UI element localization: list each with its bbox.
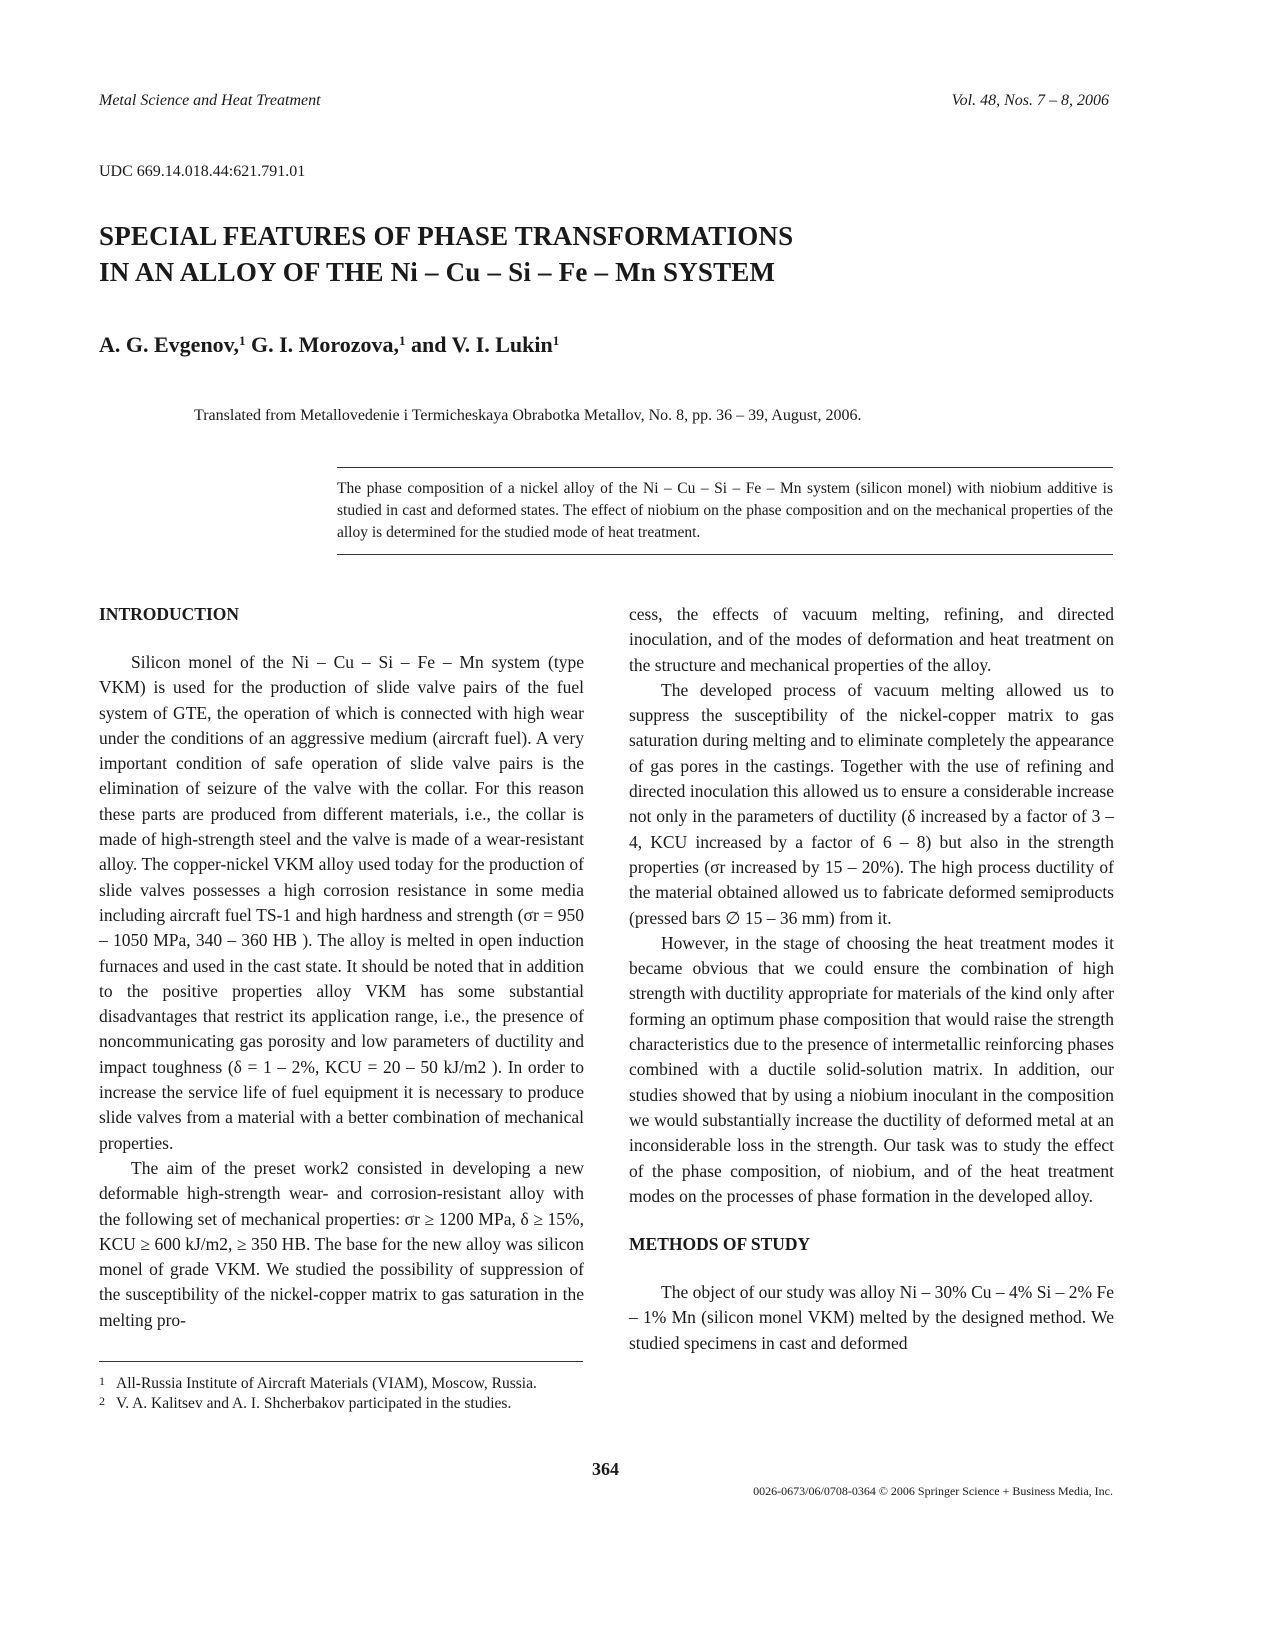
udc-code: UDC 669.14.018.44:621.791.01 xyxy=(99,163,306,180)
volume-info: Vol. 48, Nos. 7 – 8, 2006 xyxy=(951,92,1109,109)
body-paragraph: The developed process of vacuum melting allowed us to suppress the susceptibility of the nickel-copper matrix to gas saturation during melting and to eliminate completely the appearance of gas pores in the castings. Together with the use of refining and directed inoculation this allowed us to ensure a considerable increase not only in the parameters of ductility (δ increased by a factor of 3 – 4, KCU increased by a factor of 6 – 8) but also in the strength properties (σr increased by 15 – 20%). The high process ductility of the material obtained allowed us to fabricate deformed semiproducts (pressed bars ∅ 15 – 36 mm) from it. xyxy=(629,679,1114,928)
introduction-heading: INTRODUCTION xyxy=(99,604,240,624)
footnote-item xyxy=(99,1374,583,1394)
footnote-divider xyxy=(99,1361,583,1362)
author-name: and V. I. Lukin xyxy=(411,332,553,357)
abstract: The phase composition of a nickel alloy of the Ni – Cu – Si – Fe – Mn system (silicon monel) with niobium additive is studied in cast and deformed states. The effect of niobium on the phase composition and on the mechanical properties of the alloy is determined for the studied mode of heat treatment. xyxy=(337,467,1113,555)
page-number: 364 xyxy=(592,1459,619,1479)
footnote-text: V. A. Kalitsev and A. I. Shcherbakov participated in the studies. xyxy=(116,1395,512,1412)
methods-paragraph: The object of our study was alloy Ni – 30% Cu – 4% Si – 2% Fe – 1% Mn (silicon monel VKM) melted by the designed method. We studied specimens in cast and deformed xyxy=(629,1282,1115,1353)
paper-title xyxy=(99,218,793,290)
left-column xyxy=(99,602,584,1333)
body-paragraph-continued: cess, the effects of vacuum melting, refining, and directed inoculation, and of the modes of deformation and heat treatment on the structure and mechanical properties of the alloy. xyxy=(629,604,1114,675)
author-name: G. I. Morozova, xyxy=(250,332,400,357)
journal-name: Metal Science and Heat Treatment xyxy=(99,92,321,109)
author-affiliation-mark: 1 xyxy=(552,333,560,348)
intro-paragraph-1: Silicon monel of the Ni – Cu – Si – Fe – Mn system (type VKM) is used for the production of slide valve pairs of the fuel system of GTE, the operation of which is connected with high wear under the conditions of an aggressive medium (aircraft fuel). A very important condition of safe operation of slide valve pairs is the elimination of seizure of the valve with the collar. For this reason these parts are produced from different materials, i.e., the collar is made of high-strength steel and the valve is made of a wear-resistant alloy. The copper-nickel VKM alloy used today for the production of slide valves possesses a high corrosion resistance in some media including aircraft fuel TS-1 and high hardness and strength (σr = 950 – 1050 MPa, 340 – 360 HB ). The alloy is melted in open induction furnaces and used in the cast state. It should be noted that in addition to the positive properties alloy VKM has some substantial disadvantages that restrict its application range, i.e., the presence of noncommunicating gas porosity and low parameters of ductility and impact toughness (δ = 1 – 2%, KCU = 20 – 50 kJ/m2 ). In order to increase the service life of fuel equipment it is necessary to produce slide valves from a material with a better combination of mechanical properties. xyxy=(99,652,584,1153)
copyright-line: 0026-0673/06/0708-0364 © 2006 Springer Science + Business Media, Inc. xyxy=(753,1484,1113,1498)
author-affiliation-mark: 1 xyxy=(399,333,406,348)
title-line-2: IN AN ALLOY OF THE Ni – Cu – Si – Fe – Mn SYSTEM xyxy=(99,257,776,287)
translation-note: Translated from Metallovedenie i Termicheskaya Obrabotka Metallov, No. 8, pp. 36 – 39, August, 2006. xyxy=(194,407,862,424)
footnotes xyxy=(99,1374,583,1414)
footnote-item xyxy=(99,1394,583,1414)
footnote-number: 1 xyxy=(99,1374,105,1388)
intro-paragraph-2: The aim of the preset work2 consisted in developing a new deformable high-strength wear- and corrosion-resistant alloy with the following set of mechanical properties: σr ≥ 1200 MPa, δ ≥ 15%, KCU ≥ 600 kJ/m2, ≥ 350 HB. The base for the new alloy was silicon monel of grade VKM. We studied the possibility of suppression of the susceptibility of the nickel-copper matrix to gas saturation in the melting pro- xyxy=(99,1157,584,1330)
title-line-1: SPECIAL FEATURES OF PHASE TRANSFORMATIONS xyxy=(99,221,794,251)
author-list xyxy=(99,332,559,358)
footnote-number: 2 xyxy=(99,1394,105,1408)
footnote-text: All-Russia Institute of Aircraft Materials (VIAM), Moscow, Russia. xyxy=(116,1375,537,1392)
body-paragraph: However, in the stage of choosing the heat treatment modes it became obvious that we could ensure the combination of high strength with ductility appropriate for materials of the kind only after forming an optimum phase composition that would raise the strength characteristics due to the presence of intermetallic reinforcing phases combined with a ductile solid-solution matrix. In addition, our studies showed that by using a niobium inoculant in the composition we would substantially increase the ductility of deformed metal at an inconsiderable loss in the strength. Our task was to study the effect of the phase composition, of niobium, and of the heat treatment modes on the processes of phase formation in the developed alloy. xyxy=(629,932,1114,1206)
methods-heading: METHODS OF STUDY xyxy=(629,1234,811,1255)
author-name: A. G. Evgenov, xyxy=(99,332,239,357)
author-affiliation-mark: 1 xyxy=(238,333,246,348)
right-column xyxy=(629,602,1114,1356)
